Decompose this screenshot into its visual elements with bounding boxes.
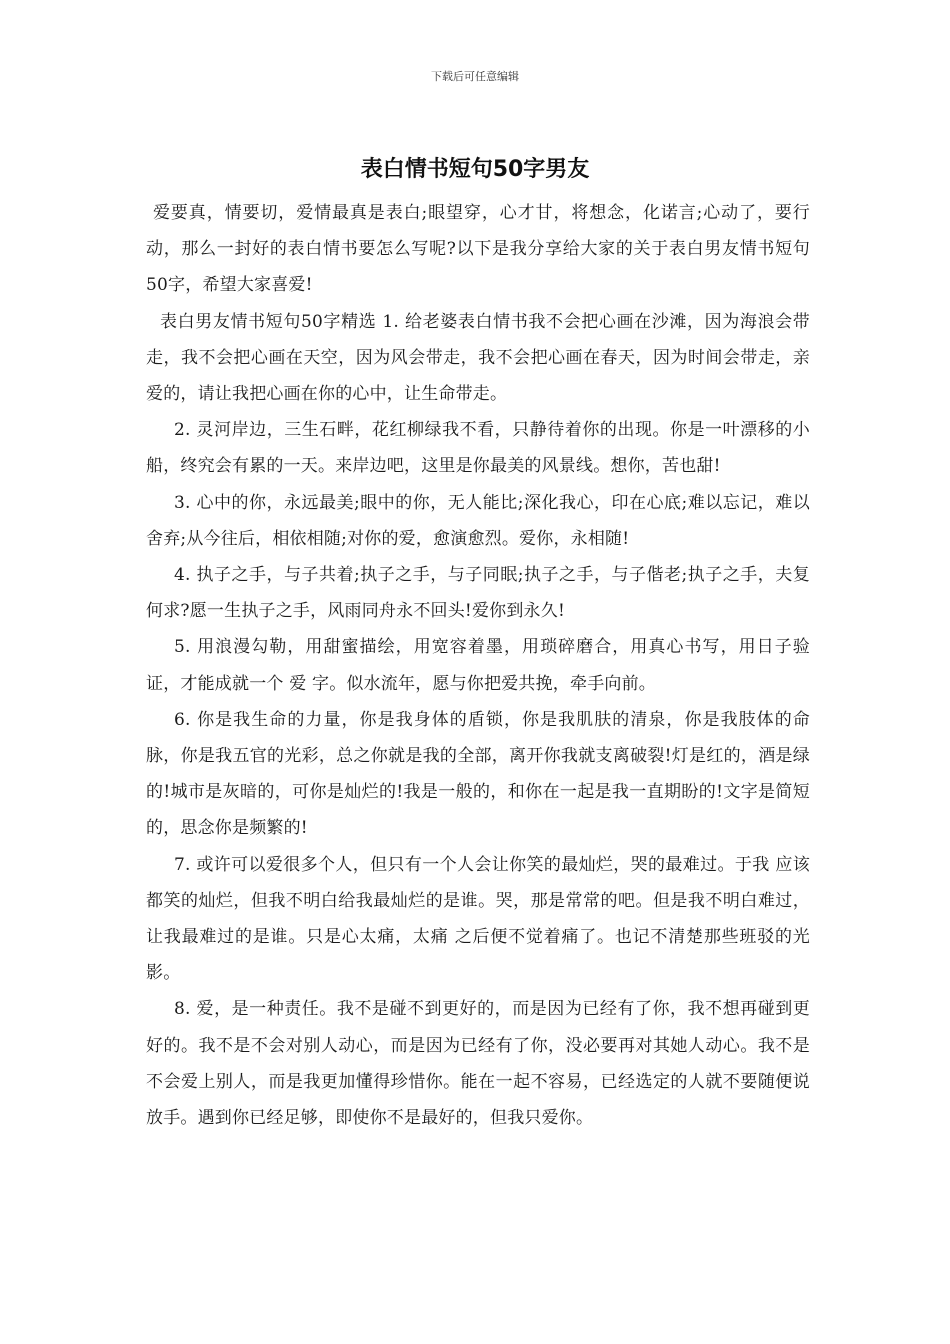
paragraph-4: 4. 执子之手，与子共着;执子之手，与子同眠;执子之手，与子偕老;执子之手，夫复何求?愿一生执子之手，风雨同舟永不回头!爱你到永久! (146, 565, 810, 622)
paragraph-2: 2. 灵河岸边，三生石畔，花红柳绿我不看，只静待着你的出现。你是一叶漂移的小船，终究会有累的一天。来岸边吧，这里是你最美的风景线。想你，苦也甜! (146, 420, 810, 477)
paragraph-3: 3. 心中的你，永远最美;眼中的你，无人能比;深化我心，印在心底;难以忘记，难以舍弃;从今往后，相依相随;对你的爱，愈演愈烈。爱你，永相随! (146, 492, 810, 549)
paragraph-7: 7. 或许可以爱很多个人，但只有一个人会让你笑的最灿烂，哭的最难过。于我 应该都笑的灿烂，但我不明白给我最灿烂的是谁。哭，那是常常的吧。但是我不明白难过，让我最难过的是谁。只是心太痛，太痛 之后便不觉着痛了。也记不清楚那些班驳的光影。 (146, 854, 810, 984)
document-body (146, 195, 810, 1136)
paragraph-1: 表白男友情书短句50字精选 1. 给老婆表白情书我不会把心画在沙滩，因为海浪会带走，我不会把心画在天空，因为风会带走，我不会把心画在春天，因为时间会带走，亲爱的，请让我把心画在你的心中，让生命带走。 (146, 311, 810, 405)
paragraph-6: 6. 你是我生命的力量，你是我身体的盾锁，你是我肌肤的清泉，你是我肢体的命脉，你是我五官的光彩，总之你就是我的全部，离开你我就支离破裂!灯是红的，酒是绿的!城市是灰暗的，可你是灿烂的!我是一般的，和你在一起是我一直期盼的!文字是简短的，思念你是频繁的! (146, 709, 810, 839)
page-title: 表白情书短句50字男友 (360, 157, 590, 182)
paragraph-5: 5. 用浪漫勾勒，用甜蜜描绘，用宽容着墨，用琐碎磨合，用真心书写，用日子验证，才能成就一个 爱 字。似水流年，愿与你把爱共挽，牵手向前。 (146, 637, 810, 694)
page-header-note: 下载后可任意编辑 (431, 70, 519, 83)
intro-paragraph: 爱要真，情要切，爱情最真是表白;眼望穿，心才甘，将想念，化诺言;心动了，要行动，那么一封好的表白情书要怎么写呢?以下是我分享给大家的关于表白男友情书短句50字，希望大家喜爱! (146, 203, 810, 296)
paragraph-8: 8. 爱，是一种责任。我不是碰不到更好的，而是因为已经有了你，我不想再碰到更好的。我不是不会对别人动心，而是因为已经有了你，没必要再对其她人动心。我不是不会爱上别人，而是我更加懂得珍惜你。能在一起不容易，已经选定的人就不要随便说放手。遇到你已经足够，即使你不是最好的，但我只爱你。 (146, 999, 810, 1129)
